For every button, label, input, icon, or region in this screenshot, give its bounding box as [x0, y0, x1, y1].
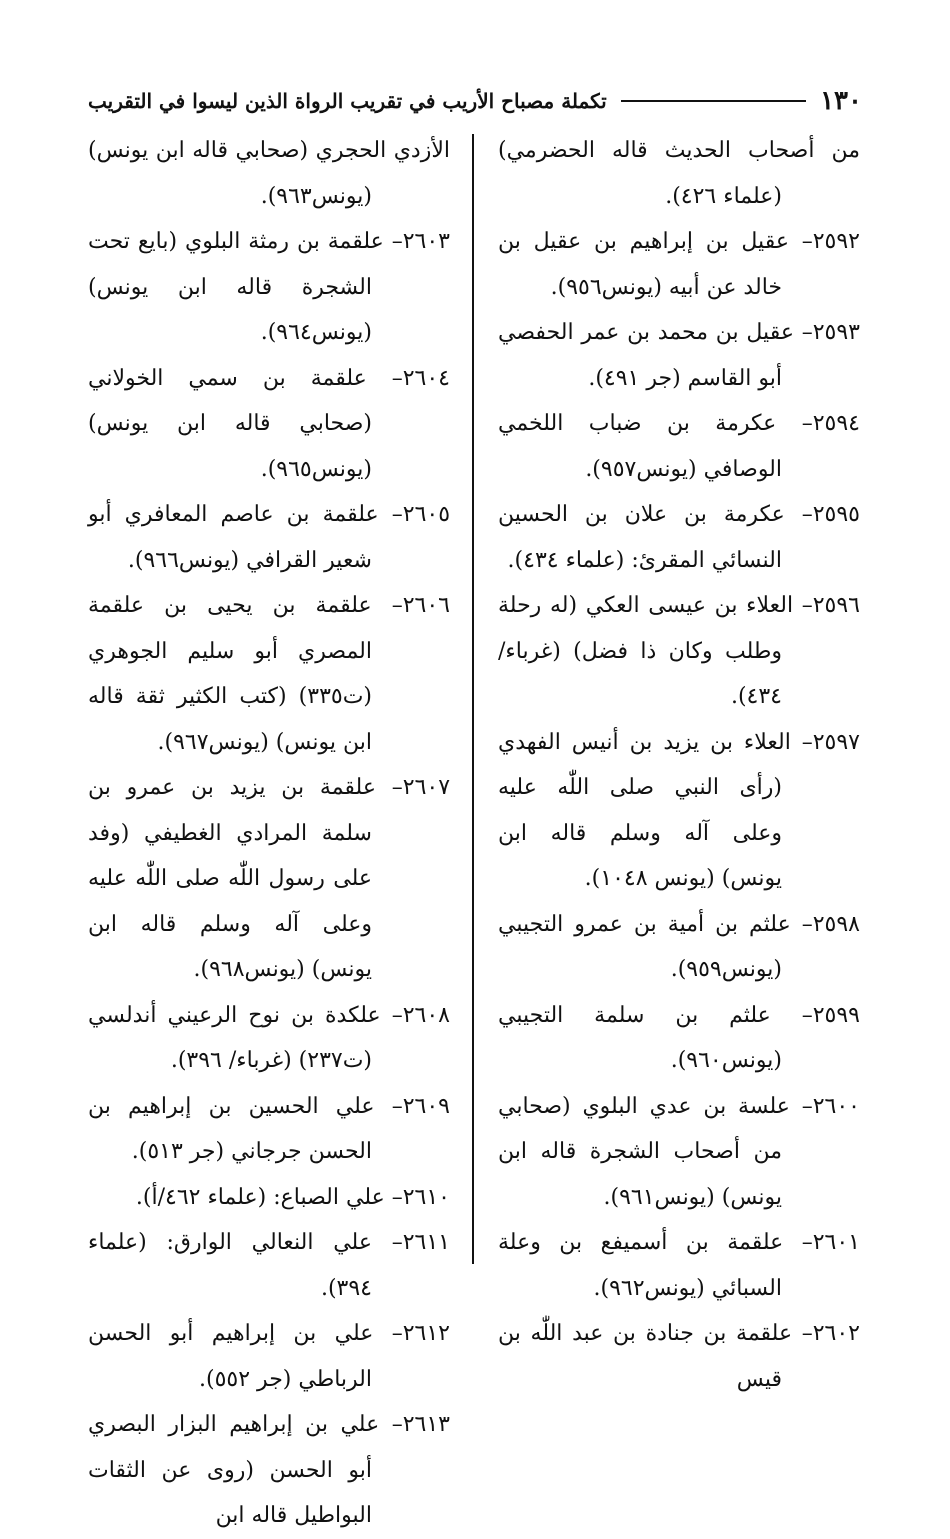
entry-text: علثم بن سلمة التجيبي (يونس٩٦٠). — [498, 1002, 782, 1073]
entry-text: عقيل بن محمد بن عمر الحفصي أبو القاسم (جر ٤٩١). — [498, 320, 794, 391]
entry — [498, 902, 860, 993]
entry-number: ٢٥٩٢– — [801, 229, 860, 254]
entry-number: ٢٥٩٤– — [801, 411, 860, 436]
entry — [88, 993, 450, 1084]
entry-number: ٢٦٠٤– — [391, 365, 450, 391]
entry — [88, 128, 450, 219]
entry — [498, 219, 860, 310]
entry-text: من أصحاب الحديث قاله الحضرمي) (علماء ٤٢٦). — [498, 138, 860, 209]
entry — [88, 1402, 450, 1539]
entry — [498, 1220, 860, 1311]
entry — [498, 1311, 860, 1402]
entry-text: علي الحسين بن إبراهيم بن الحسن جرجاني (جر ٥١٣). — [88, 1093, 375, 1164]
entry-number: ٢٥٩٩– — [801, 1002, 860, 1028]
entry-text: علي بن إبراهيم البزار البصري أبو الحسن (روى عن الثقات البواطيل قاله ابن — [88, 1412, 380, 1528]
entry — [88, 356, 450, 493]
column-divider — [472, 134, 474, 1264]
entry-number: ٢٦١٠– — [391, 1184, 450, 1210]
entry — [498, 583, 860, 720]
header-rule — [621, 100, 806, 102]
entry-text: علي الصباع: (علماء ٤٦٢/أ). — [135, 1184, 385, 1210]
entry — [88, 583, 450, 765]
entry — [498, 1084, 860, 1221]
entry-text: عكرمة بن ضباب اللخمي الوصافي (يونس٩٥٧). — [498, 411, 782, 482]
entry — [498, 401, 860, 492]
entry-text: العلاء بن يزيد بن أنيس الفهدي (رأى النبي صلى اللّٰه عليه وعلى آله وسلم قاله ابن يونس) (يونس ١٠٤٨). — [498, 729, 791, 891]
page-header — [88, 84, 862, 118]
entry — [88, 765, 450, 993]
entry-number: ٢٦١٣– — [391, 1412, 450, 1437]
entry-number: ٢٦٠٣– — [391, 229, 450, 254]
entry — [498, 993, 860, 1084]
entry-number: ٢٥٩٧– — [801, 729, 860, 755]
page-number: ١٣٠ — [820, 86, 862, 116]
entry — [88, 219, 450, 356]
entry — [88, 1220, 450, 1311]
entry — [88, 492, 450, 583]
entry-number: ٢٦٠٥– — [391, 502, 451, 527]
entry — [498, 720, 860, 902]
entry — [498, 310, 860, 401]
entry-text: عقيل بن إبراهيم بن عقيل بن خالد عن أبيه (يونس٩٥٦). — [498, 229, 789, 300]
entry-text: الأزدي الحجري (صحابي قاله ابن يونس) (يونس٩٦٣). — [88, 138, 450, 209]
entry — [498, 492, 860, 583]
entry-text: علقمة بن سمي الخولاني (صحابي قاله ابن يونس) (يونس٩٦٥). — [88, 365, 372, 482]
entry-number: ٢٥٩٣– — [801, 320, 860, 345]
entry-text: علقمة بن يزيد بن عمرو بن سلمة المرادي الغطيفي (وفد على رسول اللّٰه صلى اللّٰه عليه وعلى آله وسلم قاله ابن يونس) (يونس٩٦٨). — [88, 775, 376, 982]
entry-number: ٢٦١١– — [391, 1230, 450, 1255]
running-title: تكملة مصباح الأريب في تقريب الرواة الذين ليسوا في التقريب — [88, 89, 607, 113]
left-column — [88, 128, 450, 1539]
entry-text: علقمة بن أسميفع بن وعلة السبائي (يونس٩٦٢). — [498, 1230, 784, 1301]
entry-text: علقمة بن عاصم المعافري أبو شعير القرافي (يونس٩٦٦). — [88, 502, 379, 573]
entry-number: ٢٥٩٥– — [801, 502, 860, 527]
entry-text: علي النعالي الوارق: (علماء ٣٩٤). — [88, 1230, 372, 1301]
entry-text: علقمة بن جنادة بن عبد اللّٰه بن قيس — [498, 1321, 793, 1392]
entry-text: علثم بن أمية بن عمرو التجيبي (يونس٩٥٩). — [498, 911, 791, 982]
entry-text: علكدة بن نوح الرعيني أندلسي (ت٢٣٧) (غرباء/ ٣٩٦). — [88, 1002, 381, 1073]
entry-number: ٢٦٠١– — [801, 1230, 860, 1255]
entry — [498, 128, 860, 219]
entry-number: ٢٦٠٨– — [391, 1002, 450, 1028]
entry-number: ٢٦١٢– — [391, 1321, 450, 1346]
entry-text: علي بن إبراهيم أبو الحسن الرباطي (جر ٥٥٢). — [88, 1321, 374, 1392]
entry-number: ٢٦٠٠– — [801, 1093, 860, 1119]
right-column — [498, 128, 860, 1402]
entry-number: ٢٦٠٢– — [801, 1321, 860, 1346]
entry — [88, 1084, 450, 1175]
entry-number: ٢٦٠٩– — [391, 1093, 450, 1119]
entry-number: ٢٦٠٧– — [391, 775, 451, 800]
entry-text: عكرمة بن علان بن الحسين النسائي المقرئ: (علماء ٤٣٤). — [498, 502, 785, 573]
entry-text: علقمة بن يحيى بن علقمة المصري أبو سليم الجوهري (ت٣٣٥) (كتب الكثير ثقة قاله ابن يونس) (يونس٩٦٧). — [88, 593, 372, 755]
entry-text: علقمة بن رمثة البلوي (بايع تحت الشجرة قاله ابن يونس) (يونس٩٦٤). — [88, 229, 384, 345]
entry-text: علسة بن عدي البلوي (صحابي من أصحاب الشجرة قاله ابن يونس) (يونس٩٦١). — [498, 1093, 790, 1210]
entry-text: العلاء بن عيسى العكي (له رحلة وطلب وكان ذا فضل) (غرباء/ ٤٣٤). — [498, 593, 794, 709]
entry-number: ٢٥٩٨– — [801, 911, 860, 937]
entry — [88, 1311, 450, 1402]
entry-number: ٢٥٩٦– — [801, 593, 860, 618]
entry-number: ٢٦٠٦– — [391, 593, 450, 618]
entry — [88, 1175, 450, 1221]
